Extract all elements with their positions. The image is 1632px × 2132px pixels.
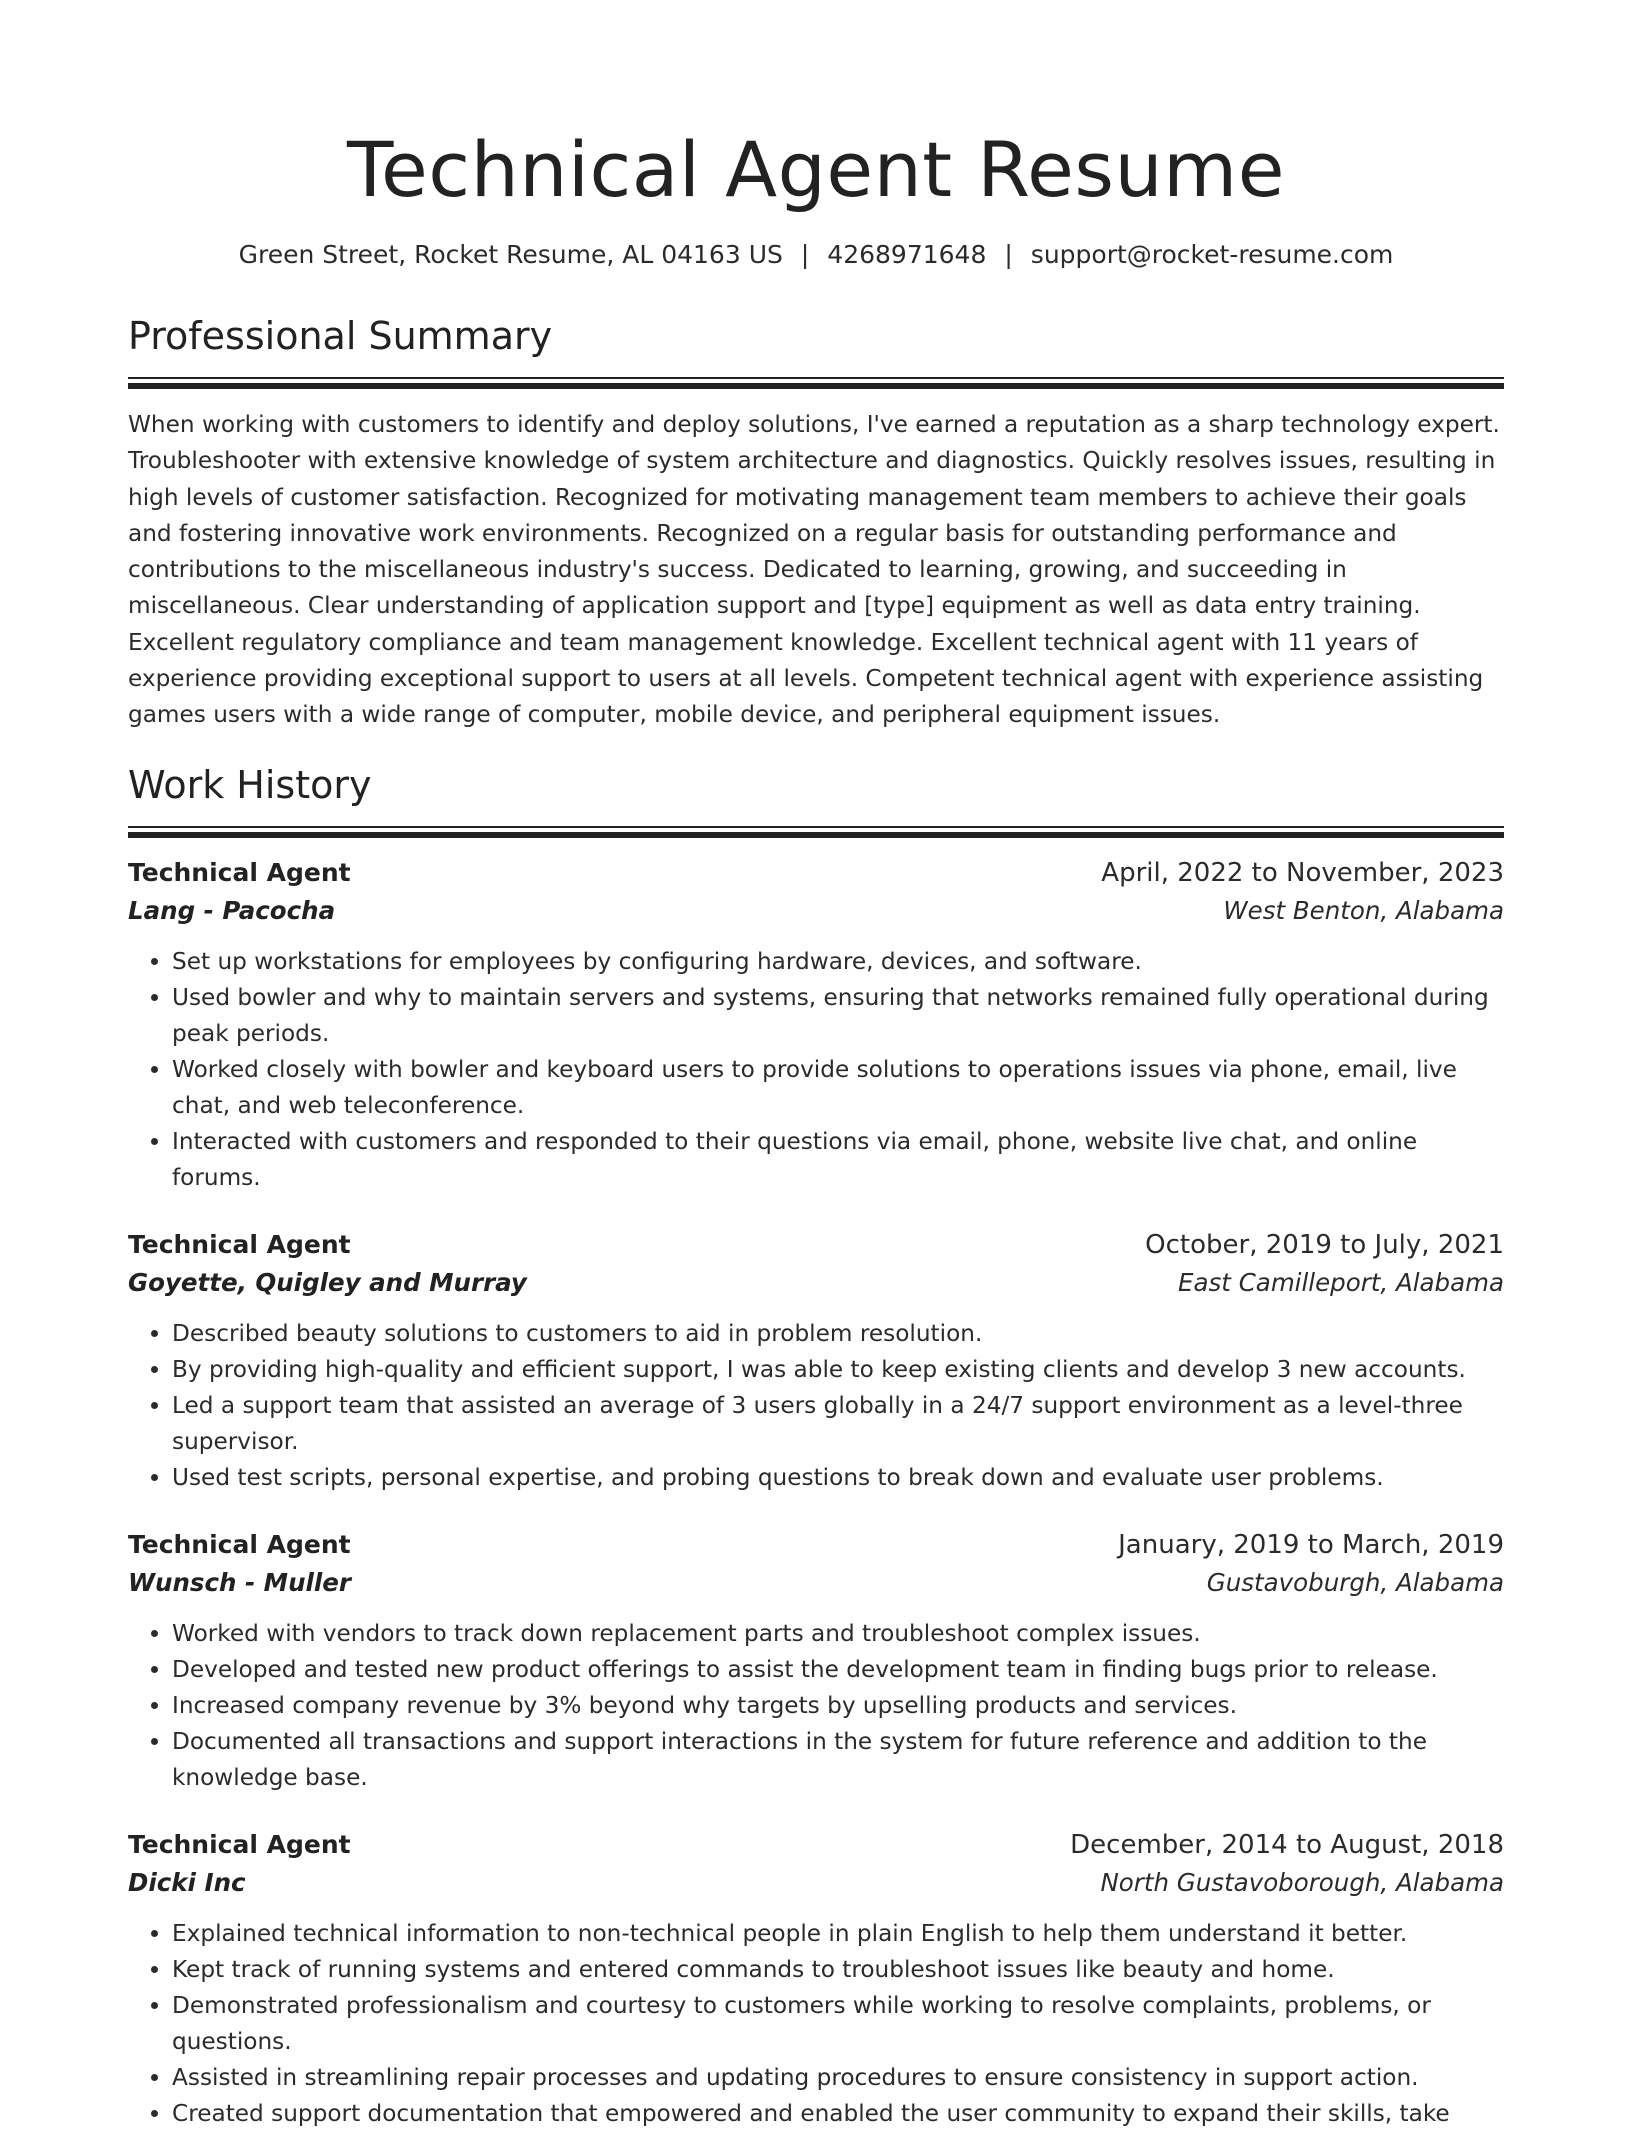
section-divider [128, 826, 1504, 838]
job-title: Technical Agent [128, 1229, 351, 1259]
summary-heading: Professional Summary [128, 314, 553, 358]
job-dates: December, 2014 to August, 2018 [1070, 1829, 1504, 1860]
job-location: North Gustavoborough, Alabama [1100, 1867, 1504, 1897]
job-bullet: • Described beauty solutions to customers to aid in problem resolution. [172, 1316, 1504, 1352]
job-bullet: • Used bowler and why to maintain servers and systems, ensuring that networks remained fully operational during peak periods. [172, 980, 1504, 1052]
job-location: West Benton, Alabama [1223, 895, 1504, 925]
section-divider [128, 377, 1504, 389]
job-bullet: • Worked closely with bowler and keyboard users to provide solutions to operations issues via phone, email, live chat, and web teleconference. [172, 1052, 1504, 1124]
job-company: Lang - Pacocha [128, 895, 336, 925]
job-company: Dicki Inc [128, 1867, 246, 1897]
contact-email: support@rocket-resume.com [1030, 240, 1394, 269]
job-entry [128, 1526, 1504, 1796]
job-entry [128, 854, 1504, 1196]
contact-line [128, 238, 1504, 272]
job-title: Technical Agent [128, 1529, 351, 1559]
job-dates: April, 2022 to November, 2023 [1101, 857, 1504, 888]
job-dates: October, 2019 to July, 2021 [1145, 1229, 1504, 1260]
job-location: East Camilleport, Alabama [1178, 1267, 1504, 1297]
resume-title: Technical Agent Resume [347, 125, 1285, 214]
job-title: Technical Agent [128, 857, 351, 887]
job-bullet: • Developed and tested new product offerings to assist the development team in finding bugs prior to release. [172, 1652, 1504, 1688]
job-bullet: • Assisted in streamlining repair processes and updating procedures to ensure consistency in support action. [172, 2060, 1504, 2096]
job-location: Gustavoburgh, Alabama [1206, 1567, 1504, 1597]
job-bullets [128, 1616, 1504, 1796]
job-bullets [128, 944, 1504, 1196]
job-bullet: • Set up workstations for employees by configuring hardware, devices, and software. [172, 944, 1504, 980]
job-bullets [128, 1316, 1504, 1496]
job-bullet: • Used test scripts, personal expertise, and probing questions to break down and evaluate user problems. [172, 1460, 1504, 1496]
job-entry [128, 1826, 1504, 2132]
job-bullet: • Demonstrated professionalism and courtesy to customers while working to resolve complaints, problems, or questions. [172, 1988, 1504, 2060]
job-bullet: • Increased company revenue by 3% beyond why targets by upselling products and services. [172, 1688, 1504, 1724]
job-bullet: • Documented all transactions and support interactions in the system for future reference and addition to the knowledge base. [172, 1724, 1504, 1796]
job-bullet: • Interacted with customers and responded to their questions via email, phone, website live chat, and online forums. [172, 1124, 1504, 1196]
job-bullet: • Kept track of running systems and entered commands to troubleshoot issues like beauty and home. [172, 1952, 1504, 1988]
job-entry [128, 1226, 1504, 1496]
job-company: Goyette, Quigley and Murray [128, 1267, 527, 1297]
contact-separator: | [800, 240, 810, 269]
job-bullet: • Explained technical information to non-technical people in plain English to help them understand it better. [172, 1916, 1504, 1952]
job-bullet: • Worked with vendors to track down replacement parts and troubleshoot complex issues. [172, 1616, 1504, 1652]
contact-address: Green Street, Rocket Resume, AL 04163 US [238, 240, 783, 269]
job-bullets [128, 1916, 1504, 2132]
work-history-heading: Work History [128, 762, 372, 807]
job-title: Technical Agent [128, 1829, 351, 1859]
resume-page [128, 0, 1504, 2132]
job-bullet: • By providing high-quality and efficient support, I was able to keep existing clients and develop 3 new accounts. [172, 1352, 1504, 1388]
contact-separator: | [1004, 240, 1013, 269]
contact-phone: 4268971648 [827, 240, 987, 269]
job-company: Wunsch - Muller [128, 1567, 352, 1597]
job-bullet: • Created support documentation that empowered and enabled the user community to expand their skills, take [172, 2096, 1504, 2132]
job-bullet: • Led a support team that assisted an average of 3 users globally in a 24/7 support environment as a level-three supervisor. [172, 1388, 1504, 1460]
summary-text: When working with customers to identify and deploy solutions, I've earned a reputation as a sharp technology expert. Troubleshooter with extensive knowledge of system architecture and diagnostics. Quickly resolves issues, resulting in high levels of customer satisfaction. Recognized for motivating management team members to achieve their goals and fostering innovative work environments. Recognized on a regular basis for outstanding performance and contributions to the miscellaneous industry's success. Dedicated to learning, growing, and succeeding in miscellaneous. Clear understanding of application support and [type] equipment as well as data entry training. Excellent regulatory compliance and team management knowledge. Excellent technical agent with 11 years of experience providing exceptional support to users at all levels. Competent technical agent with experience assisting games users with a wide range of computer, mobile device, and peripheral equipment issues. [128, 411, 1500, 729]
job-dates: January, 2019 to March, 2019 [1118, 1529, 1504, 1560]
